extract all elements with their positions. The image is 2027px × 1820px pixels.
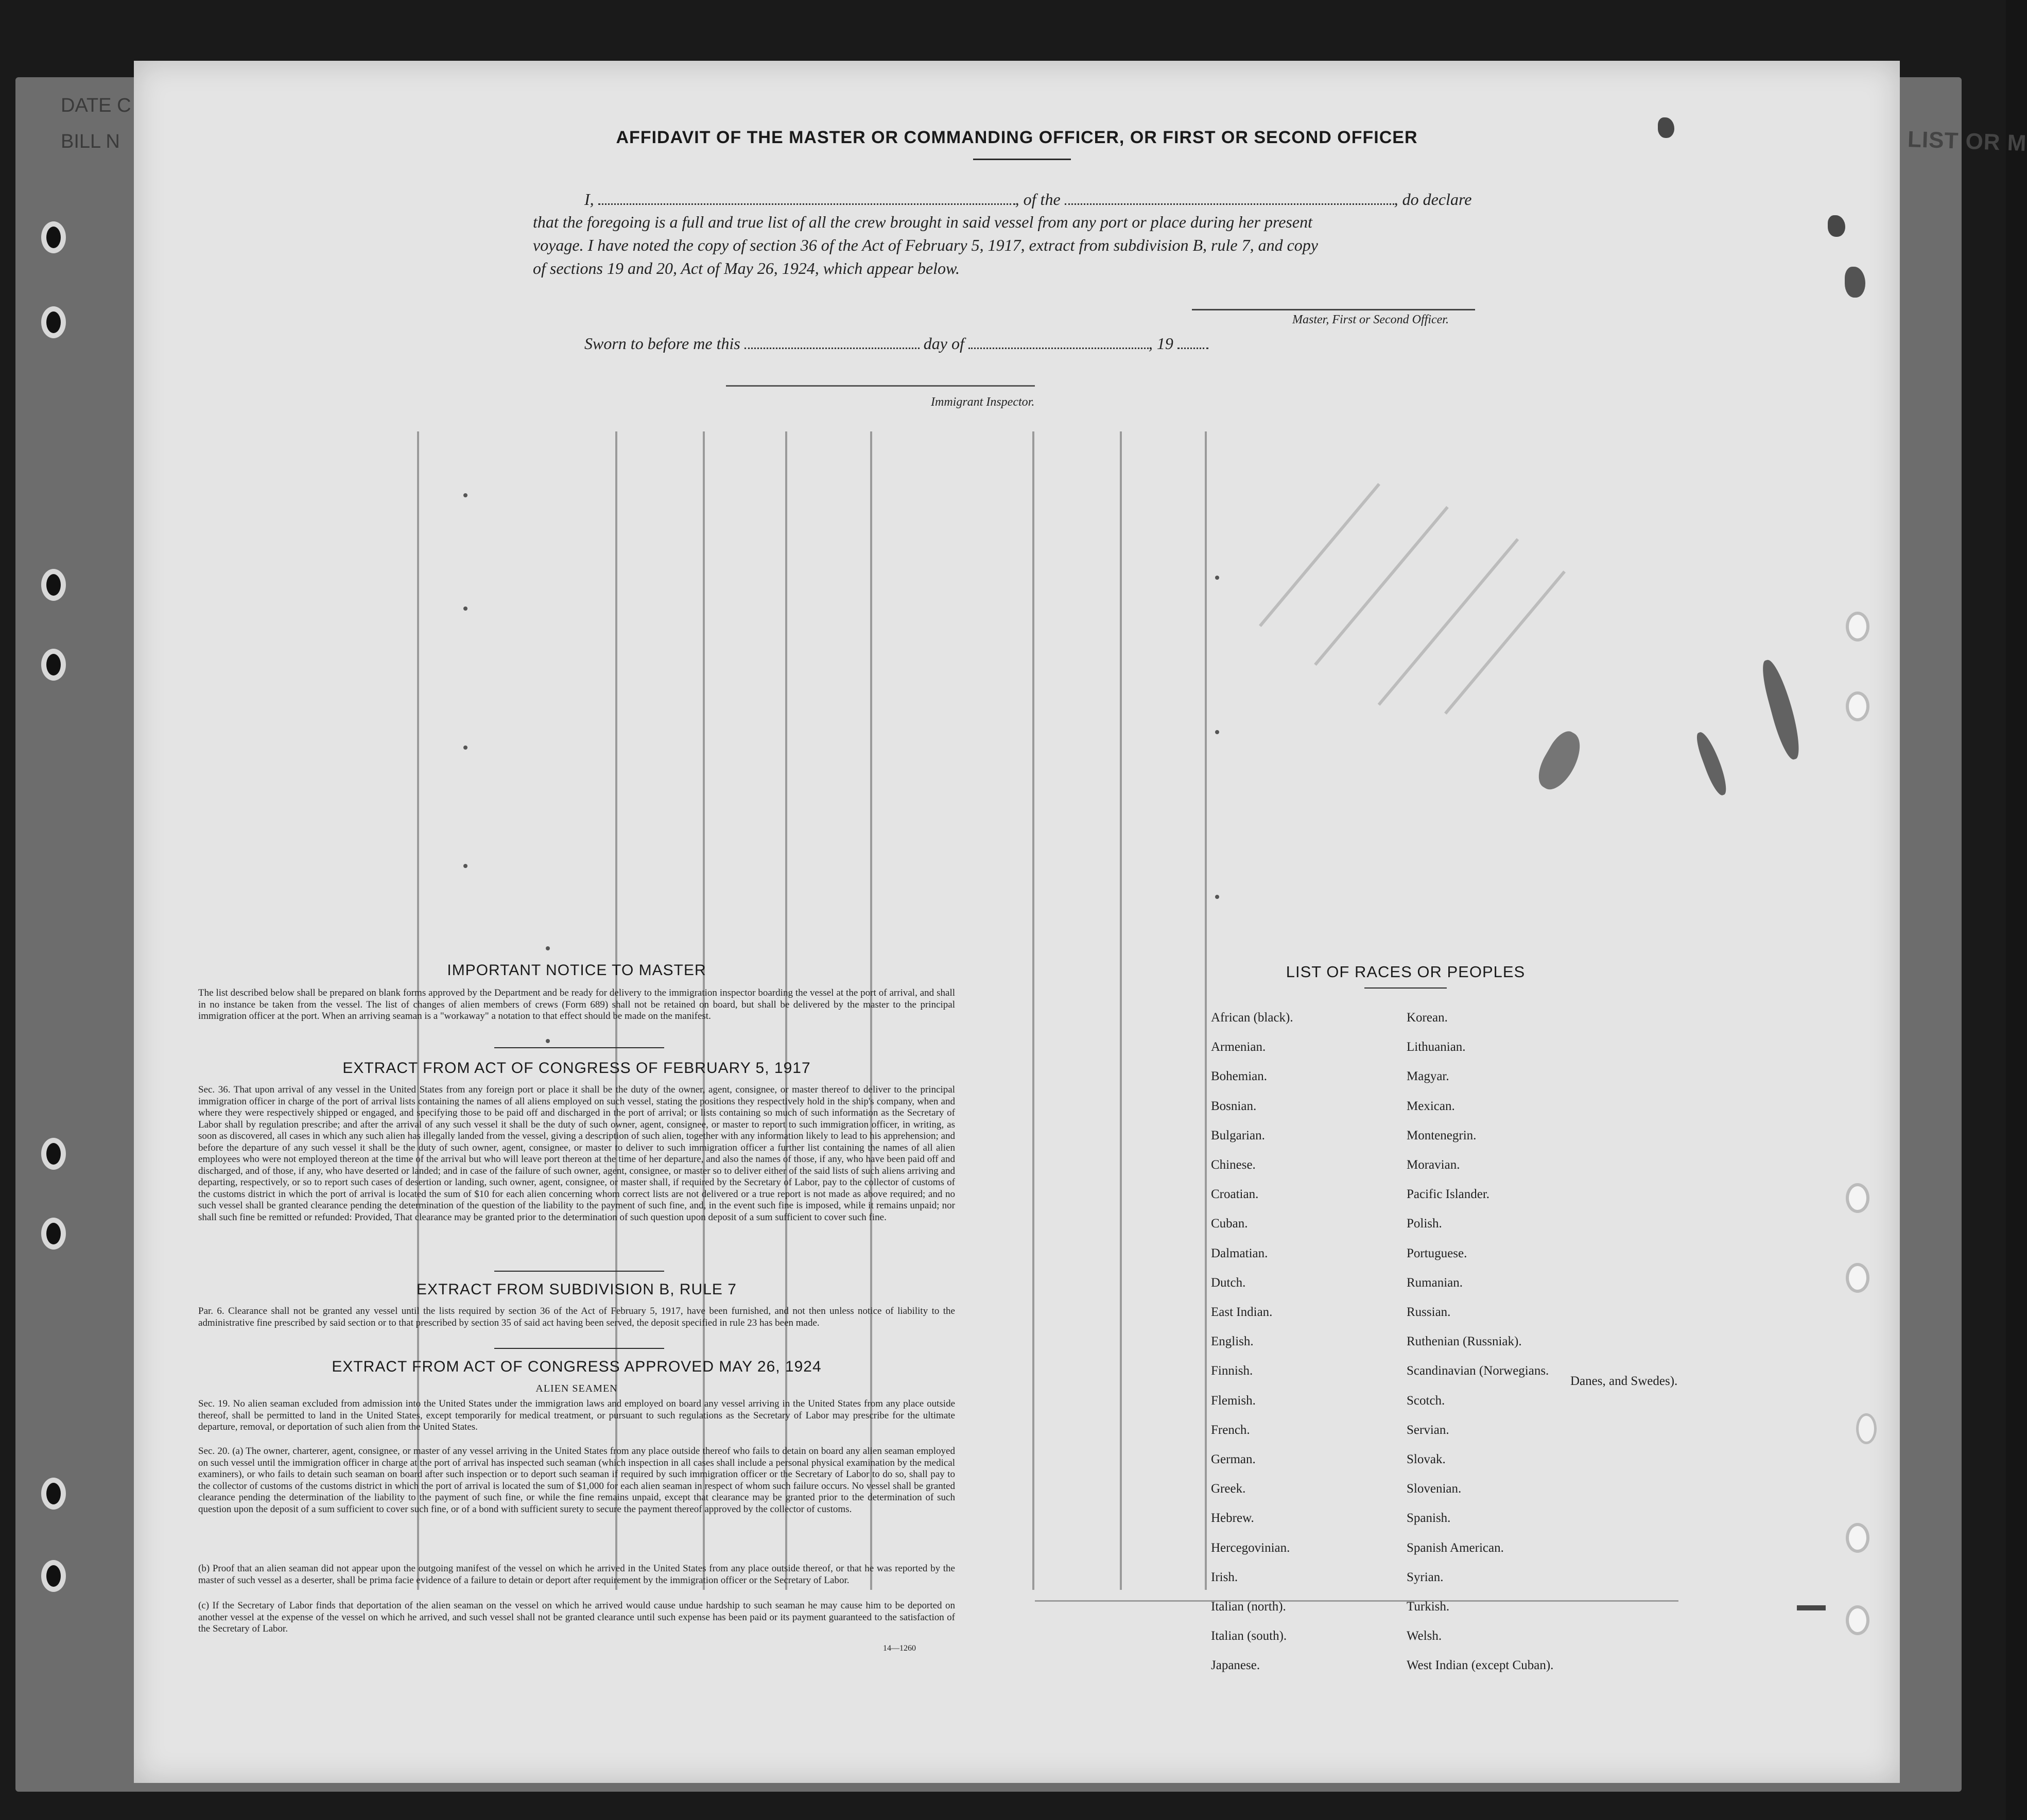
rule7-title: EXTRACT FROM SUBDIVISION B, RULE 7 <box>417 1281 737 1298</box>
races-title: LIST OF RACES OR PEOPLES <box>1286 963 1526 981</box>
extract-1917-body: Sec. 36. That upon arrival of any vessel in the United States from any foreign port or place it shall be the duty of the owner, agent, consignee, or master thereof to deliver to the principal immigration officer in charge of the port of arrival lists containing the names of all aliens employed on such vessel, stating the positions they respectively hold in the ship's company, when and where they were respectively shipped or engaged, and specifying those to be paid off and discharged in the port of arrival; or lists containing so much of such information as the Secretary of Labor shall by regulation prescribe; and after the arrival of any such vessel it shall be the duty of such owner, agent, consignee, or master to report to such immigration officer, in writing, as soon as discovered, all cases in which any such alien has illegally landed from the vessel, giving a description of such alien, together with any information likely to lead to his apprehension; and before the departure of any such vessel it shall be the duty of such owner, agent, consignee, or master to deliver to such immigration officer a further list containing the names of all alien employees who were not employed thereon at the time of the arrival but who will leave port thereon at the time of her departure, and also the names of those, if any, who have been paid off and discharged, and of those, if any, who have deserted or landed; and in case of the failure of such owner, agent, consignee, or master so to deliver either of the said lists of such aliens arriving and departing, respectively, or so to report such cases of desertion or landing, such owner, agent, consignee, or master shall, if required by the Secretary of Labor, pay to the collector of customs of the customs district in which the port of arrival is located the sum of $10 for each alien concerning whom correct lists are not delivered or a true report is not made as above required; and no such vessel shall be granted clearance pending the determination of the question of the liability to the payment of such fine, and, in the event such fine is imposed, while it remains unpaid; nor shall such fine be remitted or refunded: Provided, That clearance may be granted prior to the determination of such question upon deposit of a sum sufficient to cover such fine. <box>198 1084 955 1223</box>
ink-blot <box>1531 726 1589 795</box>
notice-body: The list described below shall be prepared on blank forms approved by the Department and be ready for delivery to the immigration inspector boarding the vessel at the port of arrival, and shall in no instance be taken from the vessel. The list of changes of alien members of crews (Form 689) shall not be retained on board, but shall be delivered by the master to the principal immigration officer at the port. When an arriving seaman is a "workaway" a notation to that effect should be made on the manifest. <box>198 987 955 1021</box>
stamp-text <box>61 88 131 160</box>
ink-mark <box>1797 1605 1826 1610</box>
of-the-label: , of the <box>1015 190 1061 209</box>
race-item: Chinese. <box>1211 1158 1256 1172</box>
race-item: Scotch. <box>1407 1393 1445 1408</box>
race-item: English. <box>1211 1334 1254 1349</box>
race-item: Spanish. <box>1407 1511 1451 1526</box>
name-field[interactable] <box>598 189 1015 205</box>
binder-hole <box>1846 1183 1869 1213</box>
binder-hole <box>41 306 66 338</box>
race-item: Scandinavian (Norwegians. <box>1407 1364 1549 1378</box>
race-item: Dutch. <box>1211 1275 1246 1290</box>
extract-1924-title: EXTRACT FROM ACT OF CONGRESS APPROVED MAY 26, 1924 <box>332 1358 822 1375</box>
bleed-column-line <box>1205 431 1207 1590</box>
stamp-line-bill: BILL N <box>61 131 120 152</box>
affidavit-line-3: voyage. I have noted the copy of section 36 of the Act of February 5, 1917, extract from subdivision B, rule 7, and copy <box>533 236 1318 254</box>
race-item: East Indian. <box>1211 1305 1273 1319</box>
alien-seamen-subtitle: ALIEN SEAMEN <box>535 1383 618 1394</box>
reverse-header: LIST OR M <box>1907 126 2027 157</box>
affidavit-sheet <box>134 61 1900 1783</box>
sec20c-body: (c) If the Secretary of Labor finds that deportation of the alien seaman on the vessel on which he arrived would cause undue hardship to such seaman he may cause him to be deported on another vessel at the expense of the vessel on which he arrived, and such vessel shall not be granted clearance until such expense has been paid or its payment guaranteed to the satisfaction of the Secretary of Labor. <box>198 1600 955 1634</box>
title-underline <box>973 159 1071 160</box>
bleed-dot <box>463 864 467 868</box>
sec20a-body: Sec. 20. (a) The owner, charterer, agent, consignee, or master of any vessel arriving in the United States from any place outside thereof who fails to detain on board any alien seaman employed on such vessel until the immigration officer in charge at the port of arrival has inspected such seaman (which inspection in all cases shall include a personal physical examination by the medical examiners), or who fails to detain such seaman on board after such inspection or to deport such seaman if required by such immigration officer or the Secretary of Labor to do so, shall pay to the collector of customs of the customs district in which the port of arrival is located the sum of $1,000 for each alien seaman in respect of whom such failure occurs. No vessel shall be granted clearance pending the determination of the liability to the payment of such fine, or while the fine remains unpaid, except that clearance may be granted prior to the determination of such question upon the deposit of a sum sufficient to cover such fine, or of a bond with sufficient surety to secure the payment thereof approved by the collector of customs. <box>198 1446 955 1515</box>
race-item: Rumanian. <box>1407 1275 1463 1290</box>
race-item: Servian. <box>1407 1423 1449 1437</box>
sec20b-body: (b) Proof that an alien seaman did not appear upon the outgoing manifest of the vessel on which he arrived in the United States from any place outside thereof, or that he was reported by the master of such vessel as a deserter, shall be prima facie evidence of a failure to detain or deport after requirement by the immigration officer or the Secretary of Labor. <box>198 1563 955 1586</box>
binder-hole <box>1856 1413 1877 1444</box>
race-item: Cuban. <box>1211 1217 1248 1231</box>
binder-hole <box>1846 612 1869 642</box>
race-item: Magyar. <box>1407 1069 1449 1084</box>
bleed-dot <box>546 946 550 950</box>
bleed-dot <box>463 746 467 750</box>
race-item: Welsh. <box>1407 1629 1442 1643</box>
affidavit-line-4: of sections 19 and 20, Act of May 26, 1924, which appear below. <box>533 259 960 278</box>
race-item: Montenegrin. <box>1407 1128 1477 1142</box>
sworn-year-field[interactable] <box>1177 334 1208 349</box>
race-item: Turkish. <box>1407 1600 1450 1614</box>
race-item: Armenian. <box>1211 1040 1266 1054</box>
sec19-body: Sec. 19. No alien seaman excluded from admission into the United States under the immigration laws and employed on board any vessel arriving in the United States from any place outside thereof, shall be permitted to land in the United States, except temporarily for medical treatment, or pursuant to such regulations as the Secretary of Labor may prescribe for the ultimate departure, removal, or deportation of such alien from the United States. <box>198 1398 955 1432</box>
race-item: Slovenian. <box>1407 1482 1462 1496</box>
affidavit-line-1 <box>584 189 1471 209</box>
master-label: Master, First or Second Officer. <box>1292 313 1449 326</box>
notice-title: IMPORTANT NOTICE TO MASTER <box>447 962 706 979</box>
race-item: Dalmatian. <box>1211 1246 1268 1260</box>
bleed-dot <box>546 1039 550 1043</box>
ink-blot <box>1758 657 1805 762</box>
race-item: Flemish. <box>1211 1393 1256 1408</box>
race-item: French. <box>1211 1423 1250 1437</box>
sworn-label: Sworn to before me this <box>584 334 740 353</box>
race-item-scandinavian-cont: Danes, and Swedes). <box>1570 1374 1678 1388</box>
race-item: Hercegovinian. <box>1211 1540 1290 1555</box>
binder-hole <box>1846 1523 1869 1553</box>
race-item: Portuguese. <box>1407 1246 1467 1260</box>
race-item: Korean. <box>1407 1011 1448 1025</box>
bleed-dot <box>1215 730 1219 734</box>
bleed-dot <box>463 493 467 497</box>
binder-hole <box>41 569 66 601</box>
affidavit-line-2: that the foregoing is a full and true list of all the crew brought in said vessel from any port or place during her present <box>533 213 1312 231</box>
binder-hole <box>1846 1605 1869 1635</box>
bleed-dot <box>1215 576 1219 580</box>
year-label: , 19 <box>1148 334 1173 353</box>
bleed-dot <box>463 606 467 611</box>
race-item: Spanish American. <box>1407 1540 1504 1555</box>
sworn-line <box>584 334 1208 353</box>
bleed-column-line <box>1120 431 1122 1590</box>
race-item: African (black). <box>1211 1011 1293 1025</box>
race-item: Pacific Islander. <box>1407 1187 1490 1202</box>
race-item: Japanese. <box>1211 1658 1260 1673</box>
race-item: Bohemian. <box>1211 1069 1268 1084</box>
binder-hole <box>41 1218 66 1250</box>
race-item: Italian (north). <box>1211 1600 1286 1614</box>
declare-label: , do declare <box>1394 190 1472 209</box>
binder-hole <box>41 1138 66 1170</box>
race-item: Irish. <box>1211 1570 1238 1584</box>
sworn-month-field[interactable] <box>968 334 1149 349</box>
binder-hole <box>41 1560 66 1592</box>
affidavit-title: AFFIDAVIT OF THE MASTER OR COMMANDING OFFICER, OR FIRST OR SECOND OFFICER <box>616 128 1418 147</box>
form-number: 14—1260 <box>883 1644 916 1653</box>
inspector-signature-line[interactable] <box>726 385 1035 387</box>
binder-hole <box>41 649 66 681</box>
day-of-label: day of <box>923 334 964 353</box>
ink-blot <box>1845 267 1865 298</box>
race-item: Syrian. <box>1407 1570 1444 1584</box>
ink-blot <box>1828 215 1845 237</box>
extract-1917-title: EXTRACT FROM ACT OF CONGRESS OF FEBRUARY 5, 1917 <box>342 1060 811 1077</box>
race-item: Slovak. <box>1407 1452 1446 1466</box>
race-item: Moravian. <box>1407 1158 1460 1172</box>
race-item: West Indian (except Cuban). <box>1407 1658 1554 1673</box>
races-underline <box>1364 987 1447 989</box>
stamp-line-date: DATE C <box>61 95 131 116</box>
notice-divider <box>494 1047 664 1048</box>
race-item: Russian. <box>1407 1305 1451 1319</box>
binder-hole <box>1846 691 1869 721</box>
i-label: I, <box>584 190 594 209</box>
race-item: Polish. <box>1407 1217 1442 1231</box>
binder-hole <box>41 221 66 253</box>
race-item: Italian (south). <box>1211 1629 1287 1643</box>
ink-blot <box>1693 730 1731 798</box>
sworn-day-field[interactable] <box>744 334 920 349</box>
race-item: German. <box>1211 1452 1256 1466</box>
race-item: Greek. <box>1211 1482 1246 1496</box>
bleed-stroke <box>1444 570 1566 715</box>
bleed-column-line <box>1032 431 1034 1590</box>
race-item: Lithuanian. <box>1407 1040 1466 1054</box>
race-item: Bulgarian. <box>1211 1128 1265 1142</box>
master-signature-line[interactable] <box>1192 309 1475 310</box>
race-item: Ruthenian (Russniak). <box>1407 1334 1522 1349</box>
extract-1917-divider <box>494 1271 664 1272</box>
race-item: Croatian. <box>1211 1187 1259 1202</box>
binder-hole <box>1846 1263 1869 1293</box>
race-item: Finnish. <box>1211 1364 1253 1378</box>
binder-hole <box>41 1478 66 1510</box>
vessel-field[interactable] <box>1065 189 1394 205</box>
inspector-label: Immigrant Inspector. <box>931 395 1035 409</box>
race-item: Mexican. <box>1407 1099 1455 1113</box>
rule7-body: Par. 6. Clearance shall not be granted any vessel until the lists required by section 36 of the Act of February 5, 1917, have been furnished, and not then unless notice of liability to the administrative fine prescribed by said section or to that prescribed by section 35 of said act having been served, the deposit specified in rule 23 has been made. <box>198 1306 955 1328</box>
bleed-bottom-line <box>1035 1600 1678 1602</box>
race-item: Hebrew. <box>1211 1511 1254 1526</box>
rule7-divider <box>494 1348 664 1349</box>
race-item: Bosnian. <box>1211 1099 1257 1113</box>
bleed-stroke <box>1314 506 1449 666</box>
bleed-dot <box>1215 895 1219 899</box>
